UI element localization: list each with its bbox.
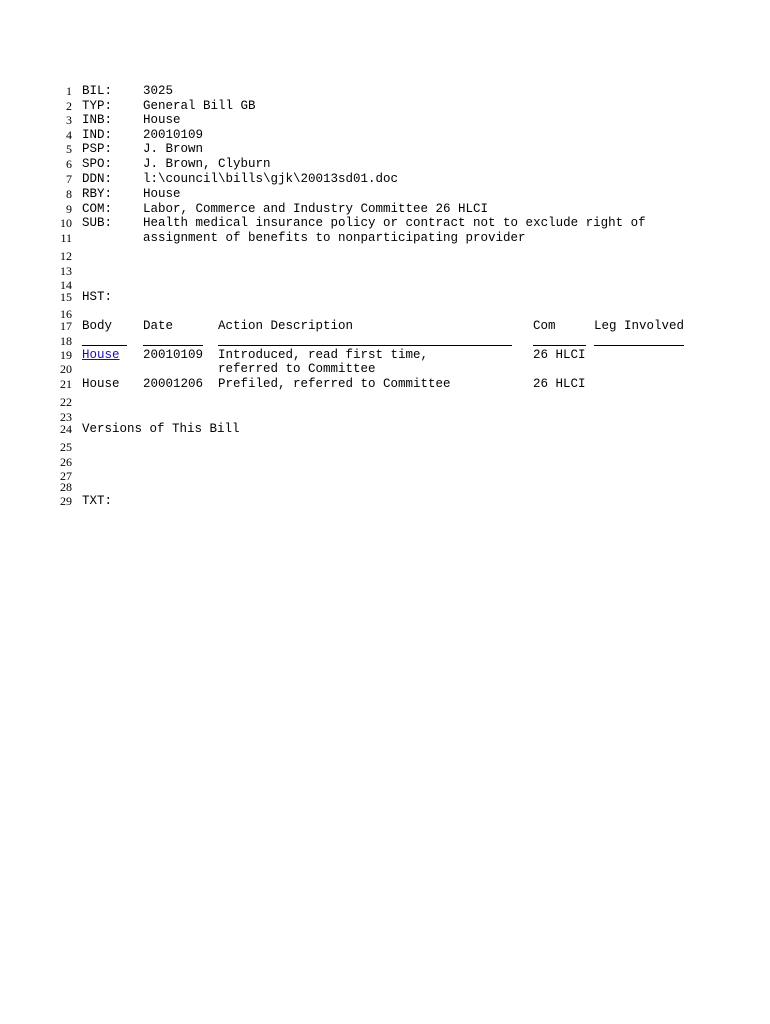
line-number: 16 — [60, 307, 72, 321]
line-number: 4 — [66, 128, 72, 142]
history-row-date: 20001206 — [143, 377, 204, 391]
field-value-bil: 3025 — [143, 84, 174, 98]
field-value-typ: General Bill GB — [143, 99, 256, 113]
field-label-bil: BIL: — [82, 84, 113, 98]
history-header-action: Action Description — [218, 319, 354, 333]
line-number: 24 — [60, 422, 72, 436]
history-row-action: Prefiled, referred to Committee — [218, 377, 451, 391]
line-number: 15 — [60, 290, 72, 304]
line-number: 22 — [60, 395, 72, 409]
field-value-ind: 20010109 — [143, 128, 204, 142]
line-number: 19 — [60, 348, 72, 362]
line-number: 26 — [60, 455, 72, 469]
field-label-com: COM: — [82, 202, 113, 216]
line-number: 7 — [66, 172, 72, 186]
line-number: 6 — [66, 157, 72, 171]
field-value-sub-continued: assignment of benefits to nonparticipating provider — [143, 231, 526, 245]
field-value-psp: J. Brown — [143, 142, 204, 156]
history-row-body-link[interactable]: House — [82, 348, 120, 362]
line-number: 2 — [66, 99, 72, 113]
field-label-ddn: DDN: — [82, 172, 113, 186]
field-value-com: Labor, Commerce and Industry Committee 26 HLCI — [143, 202, 489, 216]
field-label-inb: INB: — [82, 113, 113, 127]
header-rule-leg — [594, 345, 684, 346]
field-value-inb: House — [143, 113, 181, 127]
line-number: 21 — [60, 377, 72, 391]
field-label-sub: SUB: — [82, 216, 113, 230]
field-label-ind: IND: — [82, 128, 113, 142]
field-value-ddn: l:\council\bills\gjk\20013sd01.doc — [143, 172, 399, 186]
line-number: 10 — [60, 216, 72, 230]
header-rule-action — [218, 345, 512, 346]
line-number: 3 — [66, 113, 72, 127]
line-number: 28 — [60, 480, 72, 494]
header-rule-date — [143, 345, 203, 346]
line-number: 25 — [60, 440, 72, 454]
history-label: HST: — [82, 290, 113, 304]
line-number: 13 — [60, 264, 72, 278]
field-value-spo: J. Brown, Clyburn — [143, 157, 271, 171]
history-header-date: Date — [143, 319, 174, 333]
line-number: 11 — [60, 231, 72, 245]
line-number: 12 — [60, 249, 72, 263]
versions-heading: Versions of This Bill — [82, 422, 240, 436]
line-number: 27 — [60, 469, 72, 483]
line-number: 14 — [60, 278, 72, 292]
field-label-psp: PSP: — [82, 142, 113, 156]
line-number: 1 — [66, 84, 72, 98]
history-header-leg: Leg Involved — [594, 319, 685, 333]
line-number: 20 — [60, 362, 72, 376]
history-row-action-continued: referred to Committee — [218, 362, 376, 376]
text-label: TXT: — [82, 494, 113, 508]
history-row-date: 20010109 — [143, 348, 204, 362]
history-row-action: Introduced, read first time, — [218, 348, 429, 362]
header-rule-com — [533, 345, 586, 346]
history-row-com: 26 HLCI — [533, 377, 586, 391]
history-row-com: 26 HLCI — [533, 348, 586, 362]
field-value-sub: Health medical insurance policy or contract not to exclude right of — [143, 216, 646, 230]
line-number: 18 — [60, 334, 72, 348]
line-number: 23 — [60, 410, 72, 424]
history-row-body: House — [82, 377, 120, 391]
field-label-typ: TYP: — [82, 99, 113, 113]
line-number: 9 — [66, 202, 72, 216]
history-header-com: Com — [533, 319, 556, 333]
field-value-rby: House — [143, 187, 181, 201]
line-number: 5 — [66, 142, 72, 156]
history-header-body: Body — [82, 319, 113, 333]
line-number: 29 — [60, 494, 72, 508]
field-label-rby: RBY: — [82, 187, 113, 201]
line-number: 17 — [60, 319, 72, 333]
field-label-spo: SPO: — [82, 157, 113, 171]
line-number: 8 — [66, 187, 72, 201]
header-rule-body — [82, 345, 127, 346]
